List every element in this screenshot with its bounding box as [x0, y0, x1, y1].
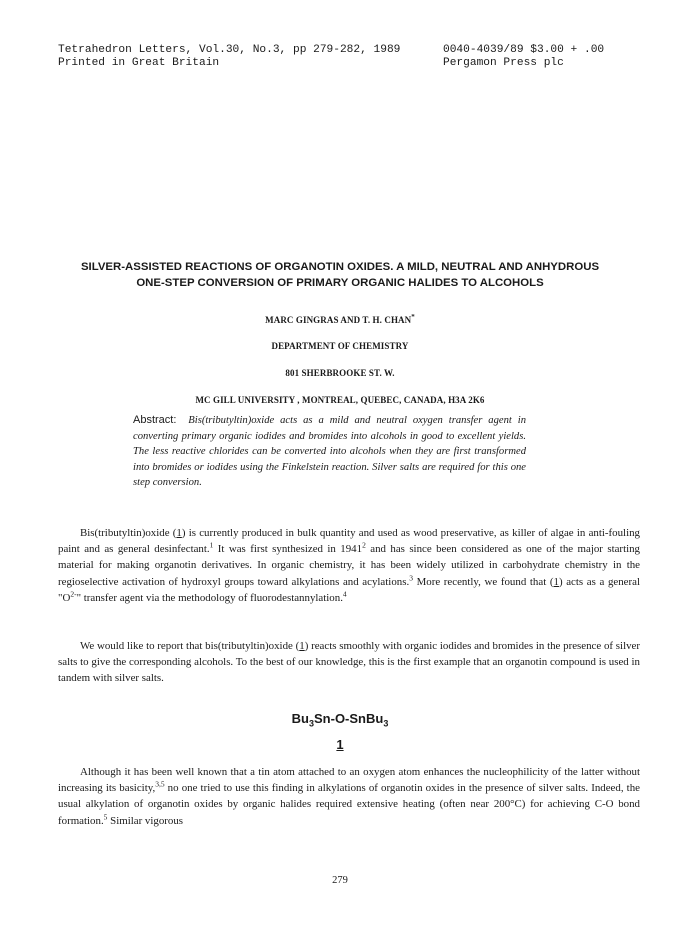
paper-title — [20, 259, 660, 291]
street-address: 801 SHERBROOKE ST. W. — [285, 368, 395, 378]
chemical-formula: $Bu_3Sn-O-SnBu_3$ — [291, 711, 389, 729]
body-paragraph-1: Bis(tributyltin)oxide (1) is currently produced in bulk quantity and used as wood preservative, as killer of algae in anti-fouling paint and as general desinfectant.$^1$ It was first synthesized in 1941$^2$ and has since been considered as one of the major starting material for making organotin derivatives. In organic chemistry, it has been widely utilized in carbohydrate chemistry in the regioselective activation of hydroxyl groups toward alkylations and acylations.$^3$ More recently, we found that (1) acts as a general "$O^{2-}$" transfer agent via the methodology of fluorodestannylation.$^4$ — [58, 527, 641, 604]
abstract-label: Abstract: — [133, 414, 177, 426]
corresponding-mark: * — [411, 313, 415, 321]
department: DEPARTMENT OF CHEMISTRY — [271, 341, 409, 351]
journal-header — [58, 44, 638, 70]
article-code: 0040-4039/89 $3.00 + .00 — [443, 44, 605, 56]
title-line-2: ONE-STEP CONVERSION OF PRIMARY ORGANIC HALIDES TO ALCOHOLS — [136, 277, 544, 289]
page-number: 279 — [332, 875, 348, 886]
printed-in: Printed in Great Britain — [58, 57, 220, 69]
citation: 3 — [409, 572, 413, 582]
abstract — [133, 413, 526, 491]
author-names: MARC GINGRAS AND T. H. CHAN — [265, 315, 412, 325]
university-address: MC GILL UNIVERSITY , MONTREAL, QUEBEC, CANADA, H3A 2K6 — [195, 395, 485, 405]
citation: 2 — [362, 540, 366, 550]
compound-number: 1 — [336, 737, 344, 752]
compound-ref: 1 — [299, 640, 305, 652]
abstract-text: Bis(tributyltin)oxide acts as a mild and neutral oxygen transfer agent in converting primary organic iodides and bromides into alcohols in good to excellent yields. The less reactive chlorides can be converted into alcohols when they are first transformed into bromides or iodides using the Finkelstein reaction. Silver salts are required for this one step conversion. — [133, 415, 526, 488]
compound-ref: 1 — [176, 527, 182, 539]
journal-citation: Tetrahedron Letters, Vol.30, No.3, pp 279-282, 1989 — [58, 44, 401, 56]
citation: 5 — [103, 811, 108, 821]
body-paragraph-2: We would like to report that bis(tributyltin)oxide (1) reacts smoothly with organic iodides and bromides in the presence of silver salts to give the corresponding alcohols. To the best of our knowledge, this is the first example that an organotin compound is used in tandem with silver salts. — [58, 640, 641, 685]
compound-ref: 1 — [553, 575, 559, 588]
authors — [0, 313, 680, 325]
title-line-1: SILVER-ASSISTED REACTIONS OF ORGANOTIN OXIDES. A MILD, NEUTRAL AND ANHYDROUS — [80, 261, 600, 273]
citation: 3,5 — [155, 779, 165, 789]
charge: 2- — [70, 589, 77, 599]
citation: 4 — [342, 589, 347, 599]
citation: 1 — [209, 540, 214, 550]
body-paragraph-3: Although it has been well known that a tin atom attached to an oxygen atom enhances the nucleophilicity of the latter without increasing its basicity,$^{3,5}$ no one tried to use this finding in alkylations of organotin oxides in the presence of silver salts. Indeed, the usual alkylation of organotin oxides by organic halides required extensive heating (often near 200°C) for achieving C-O bond formation.$^5$ Similar vigorous — [58, 766, 640, 827]
publisher: Pergamon Press plc — [443, 57, 564, 69]
